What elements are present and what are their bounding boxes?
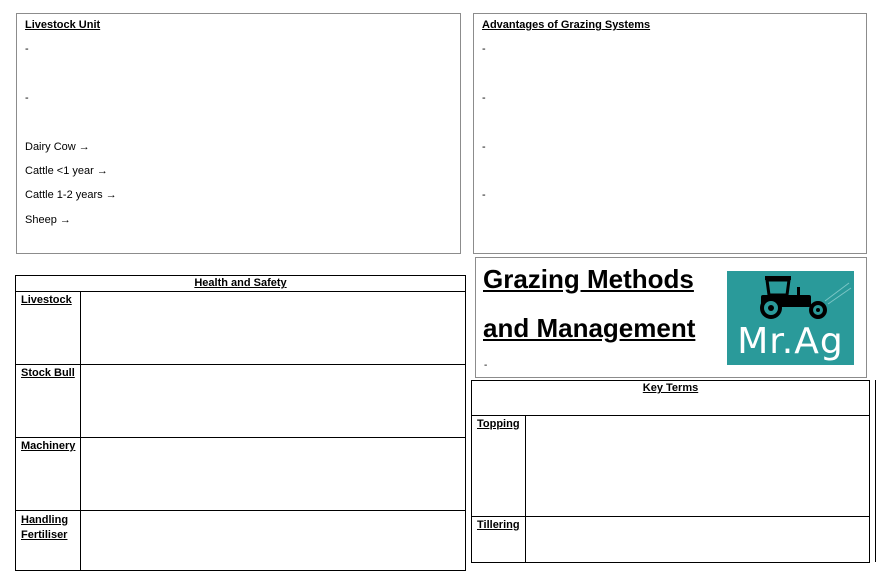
health-safety-label-machinery: Machinery [16,438,81,511]
health-safety-heading: Health and Safety [16,276,466,292]
health-safety-table [15,275,466,571]
health-safety-cell [81,365,466,438]
health-safety-cell [81,292,466,365]
key-terms-label-tillering: Tillering [472,517,526,563]
arrow-right-icon: → [105,189,117,201]
arrow-right-icon: → [78,141,90,153]
advantages-panel [473,13,867,254]
table-row [16,276,466,292]
page-title-line-1: Grazing Methods [483,264,694,294]
arrow-right-icon: → [59,214,71,226]
table-row [16,438,466,511]
key-terms-heading: Key Terms [472,381,870,416]
livestock-row-sheep [25,214,71,226]
key-terms-label-topping: Topping [472,416,526,517]
livestock-unit-heading: Livestock Unit [25,19,101,31]
key-terms-cell [525,416,869,517]
title-dash: - [484,360,488,371]
table-row [472,381,870,416]
advantages-dash: - [482,141,486,153]
advantages-dash: - [482,189,486,201]
page-edge-line [875,380,876,562]
livestock-row-label: Cattle 1-2 years [25,189,103,201]
livestock-unit-dash: - [25,43,29,55]
livestock-unit-dash: - [25,92,29,104]
livestock-row-cattle-under-1 [25,165,108,177]
advantages-dash: - [482,43,486,55]
advantages-heading: Advantages of Grazing Systems [482,19,651,31]
table-row [472,416,870,517]
health-safety-label-handling-fertiliser: Handling Fertiliser [16,511,81,571]
livestock-row-cattle-1-2 [25,189,117,201]
advantages-dash: - [482,92,486,104]
table-row [16,292,466,365]
livestock-row-label: Sheep [25,214,57,226]
livestock-row-dairy-cow [25,141,90,153]
key-terms-table [471,380,870,563]
table-row [472,517,870,563]
page-title-line-2: and Management [483,313,696,343]
arrow-right-icon: → [96,165,108,177]
mr-ag-logo [727,271,854,365]
logo-text: Mr.Ag [737,321,844,362]
health-safety-label-stock-bull: Stock Bull [16,365,81,438]
health-safety-label-livestock: Livestock [16,292,81,365]
health-safety-cell [81,438,466,511]
livestock-row-label: Dairy Cow [25,141,76,153]
key-terms-cell [525,517,869,563]
livestock-unit-panel [16,13,461,254]
livestock-row-label: Cattle <1 year [25,165,94,177]
table-row [16,365,466,438]
